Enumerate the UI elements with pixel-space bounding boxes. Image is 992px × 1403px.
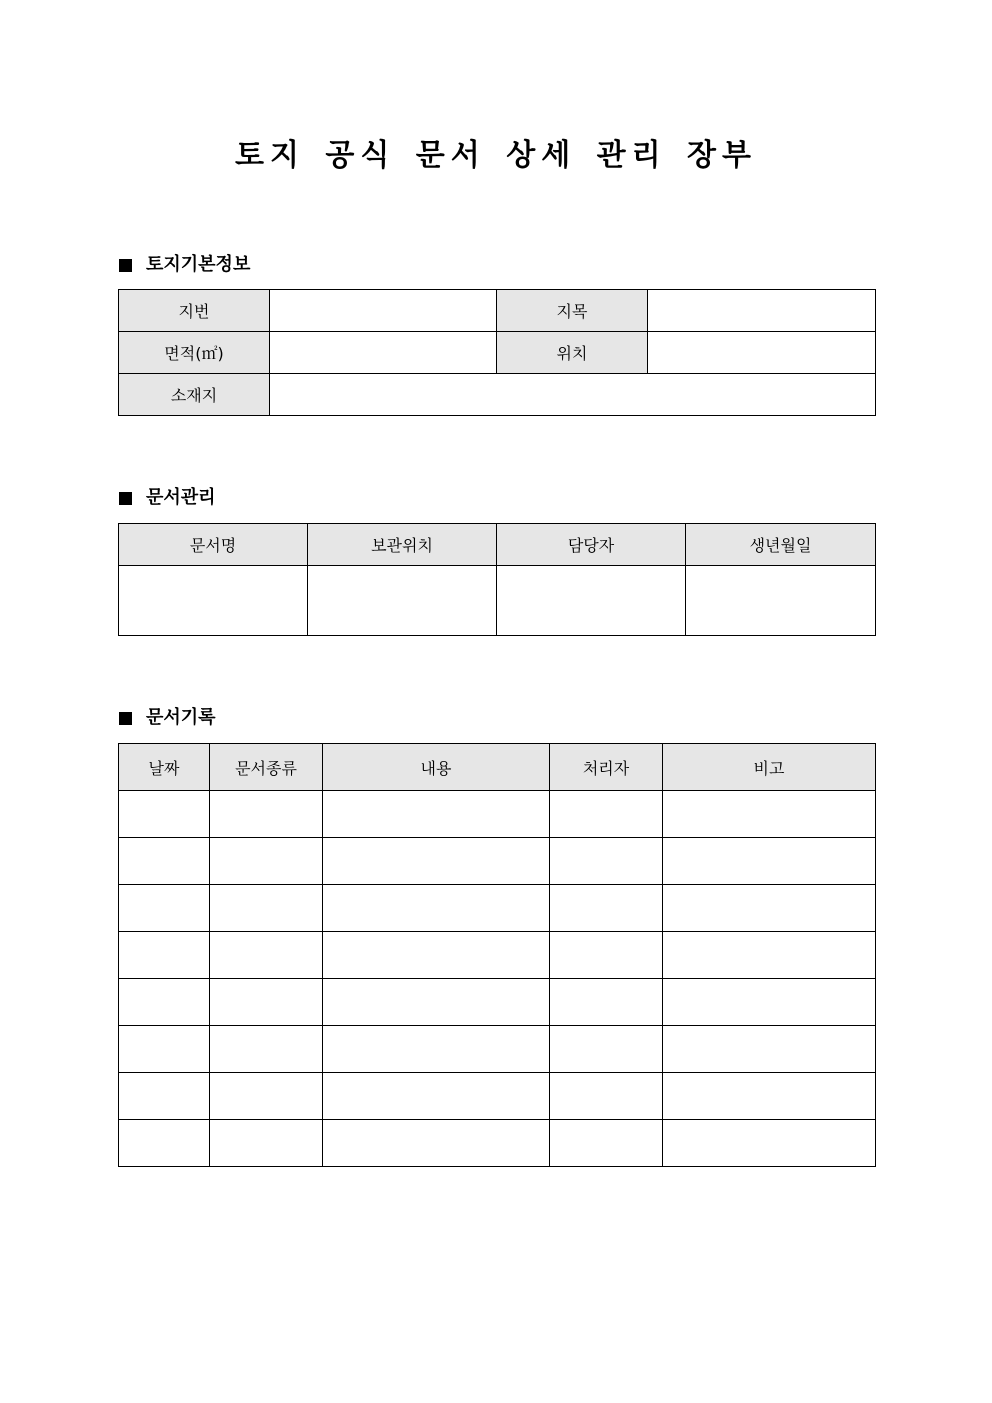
label-land-category: 지목	[497, 290, 648, 332]
document-type-cell[interactable]	[210, 885, 323, 932]
section-heading-document-records	[119, 706, 216, 730]
area-field[interactable]	[270, 332, 497, 374]
document-type-cell[interactable]	[210, 838, 323, 885]
table-row	[119, 932, 876, 979]
handler-cell[interactable]	[550, 791, 663, 838]
column-header: 담당자	[497, 524, 686, 566]
content-cell[interactable]	[323, 885, 550, 932]
date-cell[interactable]	[119, 1026, 210, 1073]
square-bullet-icon	[119, 712, 132, 725]
column-header: 생년월일	[686, 524, 876, 566]
section-title: 토지기본정보	[146, 254, 251, 275]
remarks-cell[interactable]	[663, 838, 876, 885]
document-type-cell[interactable]	[210, 979, 323, 1026]
handler-cell[interactable]	[550, 979, 663, 1026]
content-cell[interactable]	[323, 979, 550, 1026]
handler-cell[interactable]	[550, 1026, 663, 1073]
square-bullet-icon	[119, 259, 132, 272]
document-type-cell[interactable]	[210, 932, 323, 979]
date-cell[interactable]	[119, 932, 210, 979]
birthdate-cell[interactable]	[686, 566, 876, 636]
table-row	[119, 1073, 876, 1120]
section-heading-document-management	[119, 486, 216, 510]
column-header: 문서명	[119, 524, 308, 566]
content-cell[interactable]	[323, 1073, 550, 1120]
document-name-cell[interactable]	[119, 566, 308, 636]
table-row	[119, 1120, 876, 1167]
column-header: 처리자	[550, 744, 663, 791]
handler-cell[interactable]	[550, 885, 663, 932]
handler-cell[interactable]	[550, 838, 663, 885]
column-header: 보관위치	[308, 524, 497, 566]
date-cell[interactable]	[119, 791, 210, 838]
position-field[interactable]	[648, 332, 876, 374]
handler-cell[interactable]	[550, 1120, 663, 1167]
document-type-cell[interactable]	[210, 1073, 323, 1120]
document-management-table	[118, 523, 876, 636]
content-cell[interactable]	[323, 838, 550, 885]
remarks-cell[interactable]	[663, 885, 876, 932]
remarks-cell[interactable]	[663, 1073, 876, 1120]
remarks-cell[interactable]	[663, 932, 876, 979]
column-header: 문서종류	[210, 744, 323, 791]
square-bullet-icon	[119, 492, 132, 505]
date-cell[interactable]	[119, 979, 210, 1026]
table-row	[119, 566, 876, 636]
table-header-row	[119, 524, 876, 566]
remarks-cell[interactable]	[663, 791, 876, 838]
table-row	[119, 979, 876, 1026]
table-row	[119, 1026, 876, 1073]
table-row	[119, 332, 876, 374]
remarks-cell[interactable]	[663, 1120, 876, 1167]
column-header: 내용	[323, 744, 550, 791]
document-type-cell[interactable]	[210, 1120, 323, 1167]
lot-number-field[interactable]	[270, 290, 497, 332]
manager-cell[interactable]	[497, 566, 686, 636]
table-row	[119, 885, 876, 932]
basic-info-table	[118, 289, 876, 416]
date-cell[interactable]	[119, 1120, 210, 1167]
table-row	[119, 290, 876, 332]
document-records-table	[118, 743, 876, 1167]
table-row	[119, 374, 876, 416]
section-title: 문서기록	[146, 707, 216, 728]
storage-location-cell[interactable]	[308, 566, 497, 636]
address-field[interactable]	[270, 374, 876, 416]
document-type-cell[interactable]	[210, 1026, 323, 1073]
label-position: 위치	[497, 332, 648, 374]
handler-cell[interactable]	[550, 1073, 663, 1120]
date-cell[interactable]	[119, 885, 210, 932]
content-cell[interactable]	[323, 791, 550, 838]
page-title: 토지 공식 문서 상세 관리 장부	[235, 138, 757, 173]
label-address: 소재지	[119, 374, 270, 416]
date-cell[interactable]	[119, 838, 210, 885]
section-heading-basic-info	[119, 253, 250, 277]
table-row	[119, 838, 876, 885]
content-cell[interactable]	[323, 1120, 550, 1167]
table-header-row	[119, 744, 876, 791]
content-cell[interactable]	[323, 932, 550, 979]
land-category-field[interactable]	[648, 290, 876, 332]
table-row	[119, 791, 876, 838]
section-title: 문서관리	[146, 487, 216, 508]
remarks-cell[interactable]	[663, 979, 876, 1026]
handler-cell[interactable]	[550, 932, 663, 979]
content-cell[interactable]	[323, 1026, 550, 1073]
column-header: 날짜	[119, 744, 210, 791]
label-area: 면적(㎡)	[119, 332, 270, 374]
label-lot-number: 지번	[119, 290, 270, 332]
column-header: 비고	[663, 744, 876, 791]
document-type-cell[interactable]	[210, 791, 323, 838]
remarks-cell[interactable]	[663, 1026, 876, 1073]
date-cell[interactable]	[119, 1073, 210, 1120]
